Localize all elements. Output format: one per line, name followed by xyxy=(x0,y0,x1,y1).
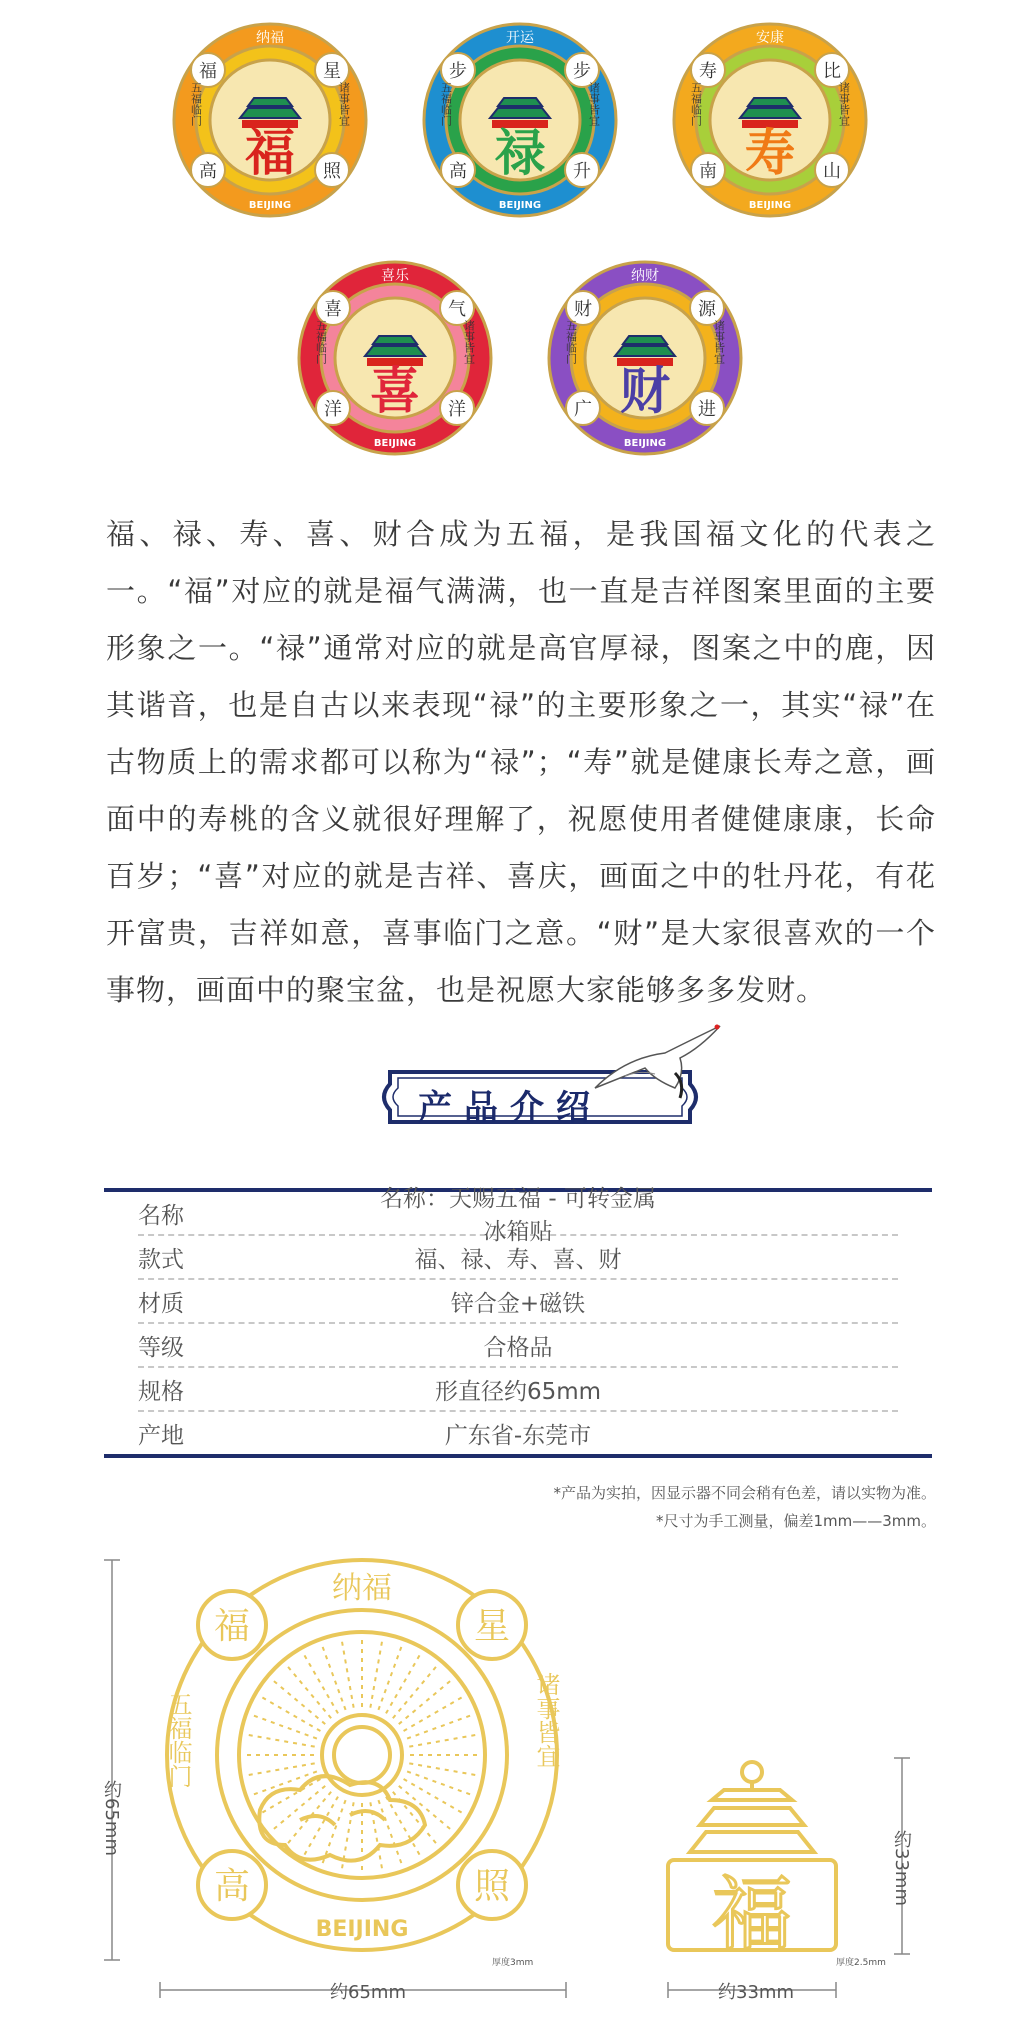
big-top-text: 纳福 xyxy=(332,1571,392,1606)
badge-lu xyxy=(420,20,620,220)
big-char-left: 福 xyxy=(213,1606,251,1647)
badge-arc-right: 诸事皆宜 xyxy=(587,82,601,126)
spec-label: 等级 xyxy=(138,1334,184,1361)
description-paragraph: 福、禄、寿、喜、财合成为五福，是我国福文化的代表之一。“福”对应的就是福气满满，也一直是吉祥图案里面的主要形象之一。“禄”通常对应的就是高官厚禄，图案之中的鹿，因其谐音，也是自古以来表现“禄”的主要形象之一，其实“禄”在古物质上的需求都可以称为“禄”；“寿”就是健康长寿之意，画面中的寿桃的含义就很好理解了，祝愿使用者健健康康，长命百岁；“喜”对应的就是吉祥、喜庆，画面之中的牡丹花，有花开富贵，吉祥如意，喜事临门之意。“财”是大家很喜欢的一个事物，画面中的聚宝盆，也是祝愿大家能够多多发财。 xyxy=(106,517,936,1007)
badge-bottom-text: BEIJING xyxy=(748,200,792,211)
badge-arc-left: 五福临门 xyxy=(689,82,703,126)
badge-top-text: 纳财 xyxy=(631,268,659,284)
spec-value: 锌合金+磁铁 xyxy=(450,1290,586,1317)
badge-char-left: 寿 xyxy=(699,61,717,82)
badge-top-text: 安康 xyxy=(756,30,784,46)
badge-char-right: 气 xyxy=(448,299,466,320)
badge-char-left: 步 xyxy=(449,61,467,82)
badge-char-bl: 广 xyxy=(574,399,592,420)
badge-arc-left: 五福临门 xyxy=(189,82,203,126)
badge-char-bl: 洋 xyxy=(324,399,342,420)
spec-row xyxy=(138,1280,898,1324)
spec-row xyxy=(138,1324,898,1368)
badge-arc-left: 五福临门 xyxy=(439,82,453,126)
badge-char-right: 步 xyxy=(573,61,591,82)
badge-cai xyxy=(545,258,745,458)
big-width-label: 约65mm xyxy=(330,1982,406,2003)
big-char-bl: 高 xyxy=(213,1866,251,1907)
badge-char-bl: 高 xyxy=(449,161,467,182)
badge-shou xyxy=(670,20,870,220)
badge-fu xyxy=(170,20,370,220)
badge-char-br: 洋 xyxy=(448,399,466,420)
section-title: 产品介绍 xyxy=(418,1088,602,1128)
note-size: *尺寸为手工测量，偏差1mm——3mm。 xyxy=(655,1512,936,1530)
badge-main-char: 喜 xyxy=(370,362,420,420)
badge-char-bl: 高 xyxy=(199,161,217,182)
badge-bottom-text: BEIJING xyxy=(248,200,292,211)
badge-char-br: 进 xyxy=(698,399,716,420)
big-char-right: 星 xyxy=(473,1606,511,1647)
spec-value: 形直径约65mm xyxy=(434,1378,602,1405)
badge-char-right: 源 xyxy=(698,299,716,320)
badge-char-bl: 南 xyxy=(699,161,717,182)
small-height-label: 约33mm xyxy=(891,1830,912,1906)
small-char: 福 xyxy=(712,1868,792,1961)
spec-value: 福、禄、寿、喜、财 xyxy=(414,1246,622,1273)
spec-row xyxy=(138,1186,898,1245)
badge-bottom-text: BEIJING xyxy=(373,438,417,449)
badge-main-char: 禄 xyxy=(495,124,545,182)
badge-char-left: 财 xyxy=(574,299,592,320)
badge-char-br: 山 xyxy=(823,161,841,182)
big-height-label: 约65mm xyxy=(101,1780,122,1856)
badge-char-left: 福 xyxy=(199,61,217,82)
note-color: *产品为实拍，因显示器不同会稍有色差，请以实物为准。 xyxy=(553,1484,936,1502)
badge-top-text: 开运 xyxy=(506,30,534,46)
small-thickness-label: 厚度2.5mm xyxy=(836,1958,886,1968)
spec-value: 合格品 xyxy=(483,1334,553,1361)
badge-arc-right: 诸事皆宜 xyxy=(712,320,726,364)
big-arc-left: 五福临门 xyxy=(164,1692,192,1788)
badge-arc-left: 五福临门 xyxy=(314,320,328,364)
spec-value: 广东省-东莞市 xyxy=(444,1422,592,1449)
spec-table xyxy=(104,1188,932,1458)
spec-label: 规格 xyxy=(138,1378,184,1405)
badge-char-left: 喜 xyxy=(324,299,342,320)
badge-char-br: 升 xyxy=(573,161,591,182)
badge-bottom-text: BEIJING xyxy=(623,438,667,449)
small-width-label: 约33mm xyxy=(718,1982,794,2003)
spec-label: 款式 xyxy=(138,1246,184,1273)
badge-xi xyxy=(295,258,495,458)
spec-label: 产地 xyxy=(138,1422,184,1449)
spec-row xyxy=(138,1412,898,1454)
spec-label: 材质 xyxy=(138,1290,184,1317)
badge-char-right: 比 xyxy=(823,61,841,82)
badge-arc-right: 诸事皆宜 xyxy=(462,320,476,364)
badge-main-char: 福 xyxy=(245,124,295,182)
badge-top-text: 喜乐 xyxy=(381,268,409,284)
badge-char-right: 星 xyxy=(323,61,341,82)
big-bottom-text: BEIJING xyxy=(315,1917,409,1942)
spec-label: 名称 xyxy=(138,1202,184,1229)
badge-main-char: 财 xyxy=(620,362,670,420)
badge-char-br: 照 xyxy=(323,161,341,182)
badge-arc-right: 诸事皆宜 xyxy=(837,82,851,126)
spec-row xyxy=(138,1368,898,1412)
big-char-br: 照 xyxy=(473,1866,511,1907)
spec-row xyxy=(138,1236,898,1280)
badge-bottom-text: BEIJING xyxy=(498,200,542,211)
big-arc-right: 诸事皆宜 xyxy=(532,1672,560,1768)
badge-top-text: 纳福 xyxy=(256,30,284,46)
badge-main-char: 寿 xyxy=(745,124,795,182)
badge-arc-left: 五福临门 xyxy=(564,320,578,364)
big-thickness-label: 厚度3mm xyxy=(492,1958,534,1968)
spec-value: 名称：天赐五福 - 可转金属冰箱贴 xyxy=(380,1186,656,1245)
dimension-diagram xyxy=(0,1550,1036,2020)
badge-arc-right: 诸事皆宜 xyxy=(337,82,351,126)
